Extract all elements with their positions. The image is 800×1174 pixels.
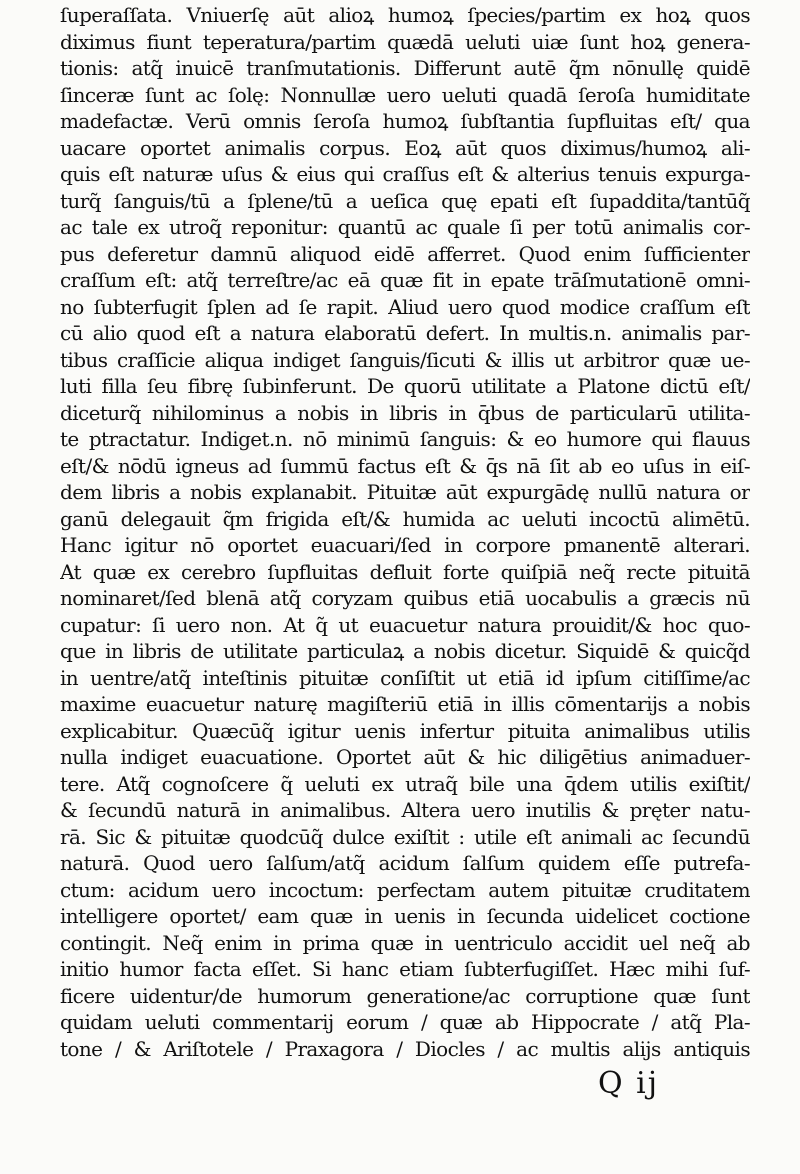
text-line: eſt/& nōdū igneus ad ſummū factus eſt & q̄s nā ſit ab eo uſus in eiſ- [60,453,750,478]
text-line: initio humor facta eſſet. Si hanc etiam ſubterfugiſſet. Hæc mihi ſuf- [60,957,750,981]
text-line: maxime euacuetur naturę magiſteriū etiā in illis cōmentarijs a nobis [60,692,750,716]
text-line: quidam ueluti commentarij eorum / quæ ab Hippocrate / atq̃ Pla- [60,1010,750,1034]
text-line: ac tale ex utroq̃ reponitur: quantū ac quale ſi per totū animalis cor- [60,215,750,239]
text-line: naturā. Quod uero ſalſum/atq̃ acidum ſalſum quidem eſſe putrefa- [60,851,750,875]
text-line: cupatur: ſi uero non. At q̃ ut euacuetur natura prouidit/& hoc quo- [60,612,750,637]
text-line: in uentre/atq̃ inteſtinis pituitæ conſiſtit ut etiā id ipſum citiſſime/ac [60,665,750,690]
text-line: ſinceræ ſunt ac ſolę: Nonnullæ uero ueluti quadā ſeroſa humiditate [60,82,750,107]
text-line: craſſum eſt: atq̃ terreſtre/ac eā quæ fit in epate trāſmutationē omni- [60,268,750,292]
text-line: contingit. Neq̃ enim in prima quæ in uentriculo accidit uel neq̃ ab [60,930,750,955]
text-line: ctum: acidum uero incoctum: perfectam autem pituitæ cruditatem [60,877,750,902]
text-line: cū alio quod eſt a natura elaboratū defert. In multis.n. animalis par- [60,321,750,345]
text-line: no ſubterfugit ſplen ad ſe rapit. Aliud uero quod modice craſſum eſt [60,294,750,319]
text-line: tionis: atq̃ inuicē tranſmutationis. Differunt autē q̃m nōnullę quidē [60,56,750,80]
text-line: diximus fiunt teperatura/partim quædā ueluti uiæ ſunt hoꝝ genera- [60,29,750,54]
text-line: ſuperaſſata. Vniuerſę aūt alioꝝ humoꝝ ſpecies/partim ex hoꝝ quos [60,3,750,27]
text-line: tibus craſſicie aliqua indiget ſanguis/ſicuti & illis ut arbitror quæ ue- [60,347,750,372]
text-line: ganū delegauit q̃m frigida eſt/& humida ac ueluti incoctū alimētū. [60,506,750,531]
text-line: Hanc igitur nō oportet euacuari/ſed in corpore pmanentē alterari. [60,533,750,557]
latin-text-block [60,2,750,1062]
text-line: madefactæ. Verū omnis ſeroſa humoꝝ ſubſtantia ſupfluitas eſt/ qua [60,109,750,133]
text-line: nulla indiget euacuatione. Oportet aūt & hic diligētius animaduer- [60,745,750,769]
text-line: turq̃ ſanguis/tū a ſplene/tū a ueſica quę epati eſt ſupaddita/tantūq̃ [60,188,750,213]
text-line: diceturq̃ nihilominus a nobis in libris in q̄bus de particularū utilita- [60,400,750,425]
text-line: intelligere oportet/ eam quæ in uenis in ſecunda uidelicet coctione [60,904,750,928]
text-line: tere. Atq̃ cognoſcere q̃ ueluti ex utraq̃ bile una q̄dem utilis exiſtit/ [60,771,750,796]
text-line: At quæ ex cerebro ſupfluitas defluit forte quiſpiā neq̃ recte pituitā [60,559,750,584]
text-line: luti filla ſeu fibrę ſubinferunt. De quorū utilitate a Platone dictū eſt/ [60,374,750,398]
text-line: rā. Sic & pituitæ quodcūq̃ dulce exiſtit : utile eſt animali ac ſecundū [60,824,750,849]
text-line: explicabitur. Quæcūq̃ igitur uenis infertur pituita animalibus utilis [60,718,750,743]
text-line: quis eſt naturæ uſus & eius qui craſſus eſt & alterius tenuis expurga- [60,162,750,186]
text-line: que in libris de utilitate particulaꝝ a nobis dicetur. Siquidē & quicq̃d [60,639,750,663]
signature-mark: Q ij [598,1066,660,1101]
text-line: uacare oportet animalis corpus. Eoꝝ aūt quos diximus/humoꝝ ali- [60,135,750,160]
text-line: te ptractatur. Indiget.n. nō minimū ſanguis: & eo humore qui flauus [60,427,750,451]
text-line: ficere uidentur/de humorum generatione/ac corruptione quæ ſunt [60,983,750,1008]
text-line: dem libris a nobis explanabit. Pituitæ aūt expurgādę nullū natura or [60,480,750,504]
text-line: nominaret/ſed blenā atq̃ coryzam quibus etiā uocabulis a græcis nū [60,586,750,610]
text-line: & ſecundū naturā in animalibus. Altera uero inutilis & pręter natu- [60,798,750,822]
text-line: tone / & Ariſtotele / Praxagora / Diocles / ac multis alijs antiquis [60,1036,750,1061]
text-line: pus deferetur damnū aliquod eidē afferret. Quod enim ſufficienter [60,241,750,266]
